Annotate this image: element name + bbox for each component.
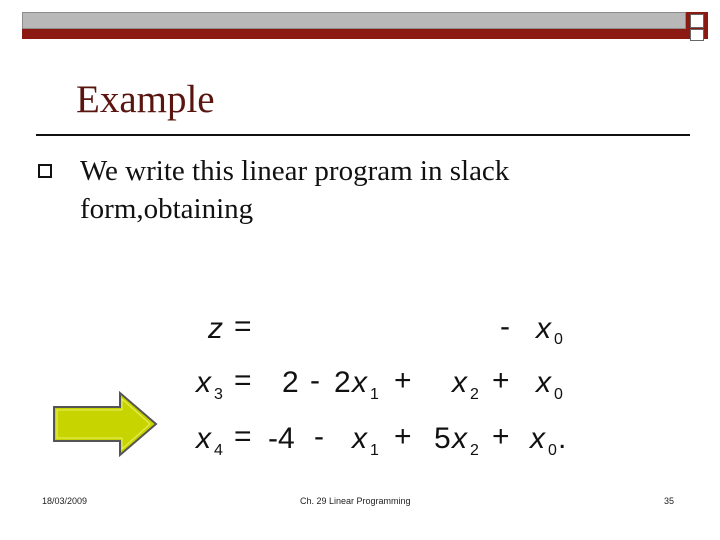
svg-text:x: x xyxy=(452,366,467,399)
svg-text:x: x xyxy=(352,366,367,399)
bullet-text: We write this linear program in slack form,obtaining xyxy=(80,155,510,225)
slide-title: Example xyxy=(76,78,215,121)
svg-text:1: 1 xyxy=(370,442,379,459)
svg-text:0: 0 xyxy=(548,442,557,459)
svg-text:0: 0 xyxy=(554,331,563,348)
right-arrow-icon xyxy=(52,391,158,457)
svg-text:2: 2 xyxy=(470,386,479,403)
svg-text:=: = xyxy=(234,310,252,343)
svg-text:5: 5 xyxy=(434,422,451,455)
slack-form-equations-image xyxy=(190,306,580,466)
hollow-square-bullet-icon xyxy=(38,164,52,178)
svg-text:-: - xyxy=(310,364,320,397)
svg-text:x: x xyxy=(352,422,367,455)
svg-text:3: 3 xyxy=(214,386,223,403)
svg-text:x: x xyxy=(536,366,551,399)
svg-text:x: x xyxy=(196,366,211,399)
svg-text:2: 2 xyxy=(334,366,351,399)
svg-text:=: = xyxy=(234,420,252,453)
svg-text:z: z xyxy=(208,312,223,345)
svg-text:+: + xyxy=(394,420,412,453)
corner-square-bottom xyxy=(690,29,704,41)
footer-course-title: Ch. 29 Linear Programming xyxy=(300,496,411,506)
top-gray-strip xyxy=(22,12,686,29)
svg-text:x: x xyxy=(196,422,211,455)
svg-text:-4: -4 xyxy=(268,422,295,455)
svg-text:2: 2 xyxy=(470,442,479,459)
svg-text:1: 1 xyxy=(370,386,379,403)
svg-text:+: + xyxy=(492,364,510,397)
svg-text:+: + xyxy=(492,420,510,453)
footer-date: 18/03/2009 xyxy=(42,496,88,506)
svg-text:x: x xyxy=(452,422,467,455)
footer-page-number: 35 xyxy=(664,496,675,506)
svg-text:=: = xyxy=(234,364,252,397)
svg-text:+: + xyxy=(394,364,412,397)
svg-text:-: - xyxy=(314,420,324,453)
equation-row-x4 xyxy=(194,420,566,459)
svg-text:-: - xyxy=(500,310,510,343)
equation-row-z xyxy=(207,310,563,348)
corner-square-top xyxy=(690,14,704,28)
svg-text:4: 4 xyxy=(214,442,223,459)
svg-text:0: 0 xyxy=(554,386,563,403)
svg-text:x: x xyxy=(536,312,551,345)
title-divider xyxy=(36,134,690,136)
top-decorative-bar xyxy=(22,12,708,39)
equation-row-x3 xyxy=(194,364,563,403)
svg-text:.: . xyxy=(558,422,567,455)
svg-text:2: 2 xyxy=(282,366,299,399)
svg-text:x: x xyxy=(530,422,545,455)
